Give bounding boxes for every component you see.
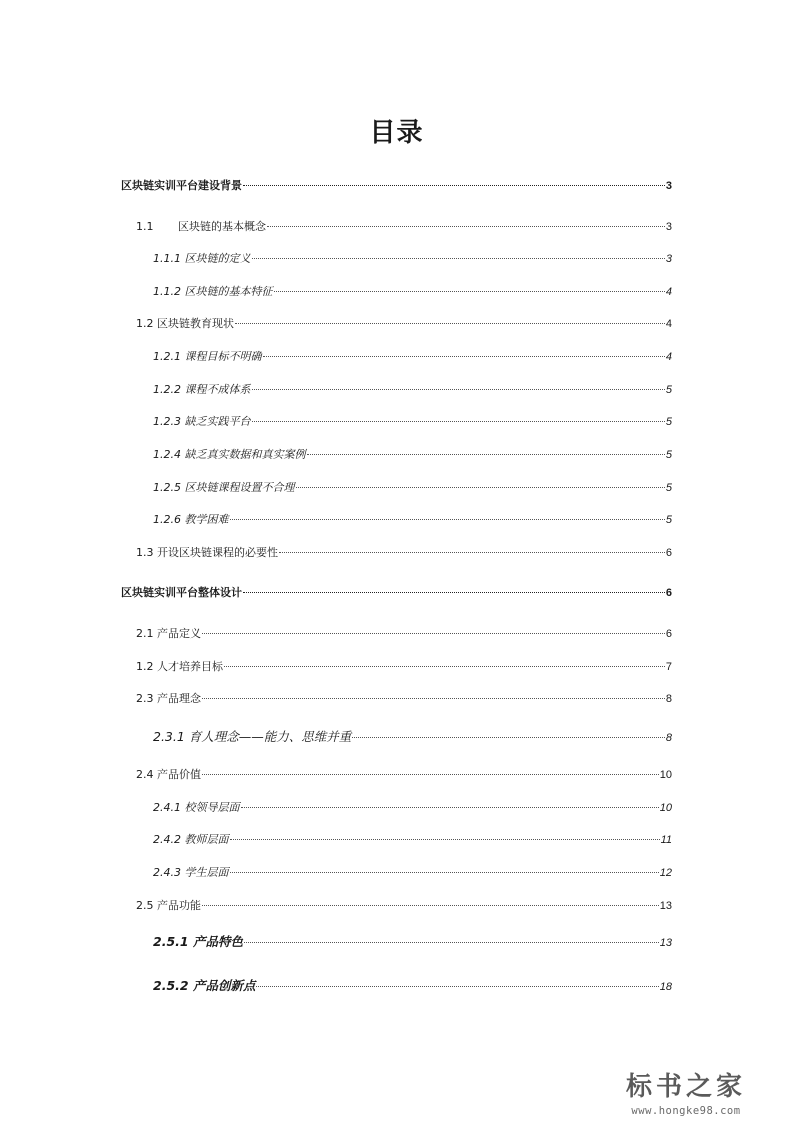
toc-entry-2-2[interactable] bbox=[136, 660, 672, 674]
toc-page-number: 5 bbox=[665, 449, 672, 461]
leader-dots bbox=[267, 226, 665, 227]
toc-entry-label: 1.2.6 教学困难 bbox=[153, 513, 229, 526]
toc-page-number: 6 bbox=[665, 587, 672, 599]
toc-entry-label: 2.4.1 校领导层面 bbox=[153, 801, 240, 814]
toc-entry-label: 1.2 人才培养目标 bbox=[136, 660, 223, 673]
leader-dots bbox=[252, 389, 665, 390]
toc-entry-label: 2.1 产品定义 bbox=[136, 627, 201, 640]
toc-page-number: 5 bbox=[665, 416, 672, 428]
leader-dots bbox=[230, 519, 665, 520]
toc-page-number: 8 bbox=[665, 732, 672, 744]
toc-entry-label: 2.4.3 学生层面 bbox=[153, 866, 229, 879]
watermark-url: www.hongke98.com bbox=[631, 1105, 741, 1117]
toc-page-number: 10 bbox=[659, 769, 672, 781]
toc-page-number: 3 bbox=[665, 180, 672, 192]
watermark-logo bbox=[601, 1066, 771, 1117]
toc-entry-2-3[interactable] bbox=[136, 692, 672, 706]
leader-dots bbox=[279, 552, 665, 553]
page-title: 目录 bbox=[369, 118, 424, 148]
toc-entry-1-2-2[interactable] bbox=[153, 383, 672, 397]
leader-dots bbox=[307, 454, 665, 455]
toc-entry-2-4-3[interactable] bbox=[153, 866, 672, 880]
toc-page-number: 7 bbox=[665, 661, 672, 673]
toc-page-number: 4 bbox=[665, 318, 672, 330]
leader-dots bbox=[241, 807, 659, 808]
toc-entry-1-2-3[interactable] bbox=[153, 415, 672, 429]
leader-dots bbox=[296, 487, 665, 488]
toc-entry-1-1-2[interactable] bbox=[153, 285, 672, 299]
leader-dots bbox=[202, 774, 659, 775]
toc-entry-2[interactable] bbox=[121, 586, 672, 600]
toc-entry-1-1[interactable] bbox=[136, 220, 672, 234]
leader-dots bbox=[256, 986, 658, 987]
toc-entry-2-3-1[interactable] bbox=[153, 730, 672, 745]
toc-entry-label: 2.5.1 产品特色 bbox=[153, 934, 243, 949]
toc-entry-2-4-2[interactable] bbox=[153, 833, 672, 847]
toc-entry-label: 区块链实训平台建设背景 bbox=[121, 179, 242, 192]
leader-dots bbox=[274, 291, 665, 292]
leader-dots bbox=[352, 737, 665, 738]
toc-entry-2-4-1[interactable] bbox=[153, 801, 672, 815]
leader-dots bbox=[235, 323, 665, 324]
toc-entry-label: 2.5 产品功能 bbox=[136, 899, 201, 912]
toc-page-number: 11 bbox=[660, 834, 672, 846]
toc-entry-label: 1.2 区块链教育现状 bbox=[136, 317, 234, 330]
leader-dots bbox=[202, 633, 665, 634]
leader-dots bbox=[224, 666, 665, 667]
toc-page-number: 10 bbox=[659, 802, 672, 814]
toc-page-number: 8 bbox=[665, 693, 672, 705]
toc-entry-1-2-6[interactable] bbox=[153, 513, 672, 527]
toc-entry-label: 1.1 区块链的基本概念 bbox=[136, 220, 266, 233]
toc-entry-label: 1.2.2 课程不成体系 bbox=[153, 383, 251, 396]
toc-entry-label: 1.2.5 区块链课程设置不合理 bbox=[153, 481, 295, 494]
toc-entry-1[interactable] bbox=[121, 179, 672, 193]
toc-page-number: 4 bbox=[665, 286, 672, 298]
leader-dots bbox=[202, 905, 659, 906]
toc-page-number: 12 bbox=[659, 867, 672, 879]
leader-dots bbox=[244, 942, 659, 943]
toc-entry-label: 2.5.2 产品创新点 bbox=[153, 978, 256, 993]
toc-page-number: 6 bbox=[665, 547, 672, 559]
leader-dots bbox=[202, 698, 665, 699]
toc-entry-1-3[interactable] bbox=[136, 546, 672, 560]
toc-entry-1-2-1[interactable] bbox=[153, 350, 672, 364]
toc-page-number: 13 bbox=[659, 900, 672, 912]
toc-entry-2-5-2[interactable] bbox=[153, 979, 672, 994]
toc-entry-label: 1.1.1 区块链的定义 bbox=[153, 252, 251, 265]
leader-dots bbox=[263, 356, 665, 357]
toc-page-number: 3 bbox=[665, 221, 672, 233]
leader-dots bbox=[230, 872, 659, 873]
toc-entry-2-5-1[interactable] bbox=[153, 935, 672, 950]
toc-entry-label: 2.4 产品价值 bbox=[136, 768, 201, 781]
toc-entry-2-1[interactable] bbox=[136, 627, 672, 641]
toc-entry-1-2-4[interactable] bbox=[153, 448, 672, 462]
toc-entry-1-2[interactable] bbox=[136, 317, 672, 331]
toc-entry-label: 2.3 产品理念 bbox=[136, 692, 201, 705]
toc-entry-label: 1.2.3 缺乏实践平台 bbox=[153, 415, 251, 428]
toc-entry-1-2-5[interactable] bbox=[153, 481, 672, 495]
leader-dots bbox=[243, 185, 665, 186]
toc-entry-label: 1.2.1 课程目标不明确 bbox=[153, 350, 262, 363]
toc-entry-label: 2.4.2 教师层面 bbox=[153, 833, 229, 846]
leader-dots bbox=[230, 839, 660, 840]
toc-entry-label: 区块链实训平台整体设计 bbox=[121, 586, 242, 599]
toc-entry-label: 2.3.1 育人理念——能力、思维并重 bbox=[153, 729, 352, 744]
toc-entry-2-4[interactable] bbox=[136, 768, 672, 782]
toc-page-number: 4 bbox=[665, 351, 672, 363]
toc-page-number: 18 bbox=[659, 981, 672, 993]
toc-entry-2-5[interactable] bbox=[136, 899, 672, 913]
toc-page-number: 13 bbox=[659, 937, 672, 949]
toc-page-number: 3 bbox=[665, 253, 672, 265]
toc-entry-label: 1.3 开设区块链课程的必要性 bbox=[136, 546, 278, 559]
leader-dots bbox=[252, 421, 665, 422]
toc-page-number: 5 bbox=[665, 384, 672, 396]
toc-entry-1-1-1[interactable] bbox=[153, 252, 672, 266]
watermark-name: 标书之家 bbox=[625, 1072, 746, 1102]
toc-entry-label: 1.2.4 缺乏真实数据和真实案例 bbox=[153, 448, 306, 461]
toc-page-number: 5 bbox=[665, 514, 672, 526]
leader-dots bbox=[252, 258, 665, 259]
toc-entry-label: 1.1.2 区块链的基本特征 bbox=[153, 285, 273, 298]
toc-page-number: 5 bbox=[665, 482, 672, 494]
leader-dots bbox=[243, 592, 665, 593]
toc-page-number: 6 bbox=[665, 628, 672, 640]
